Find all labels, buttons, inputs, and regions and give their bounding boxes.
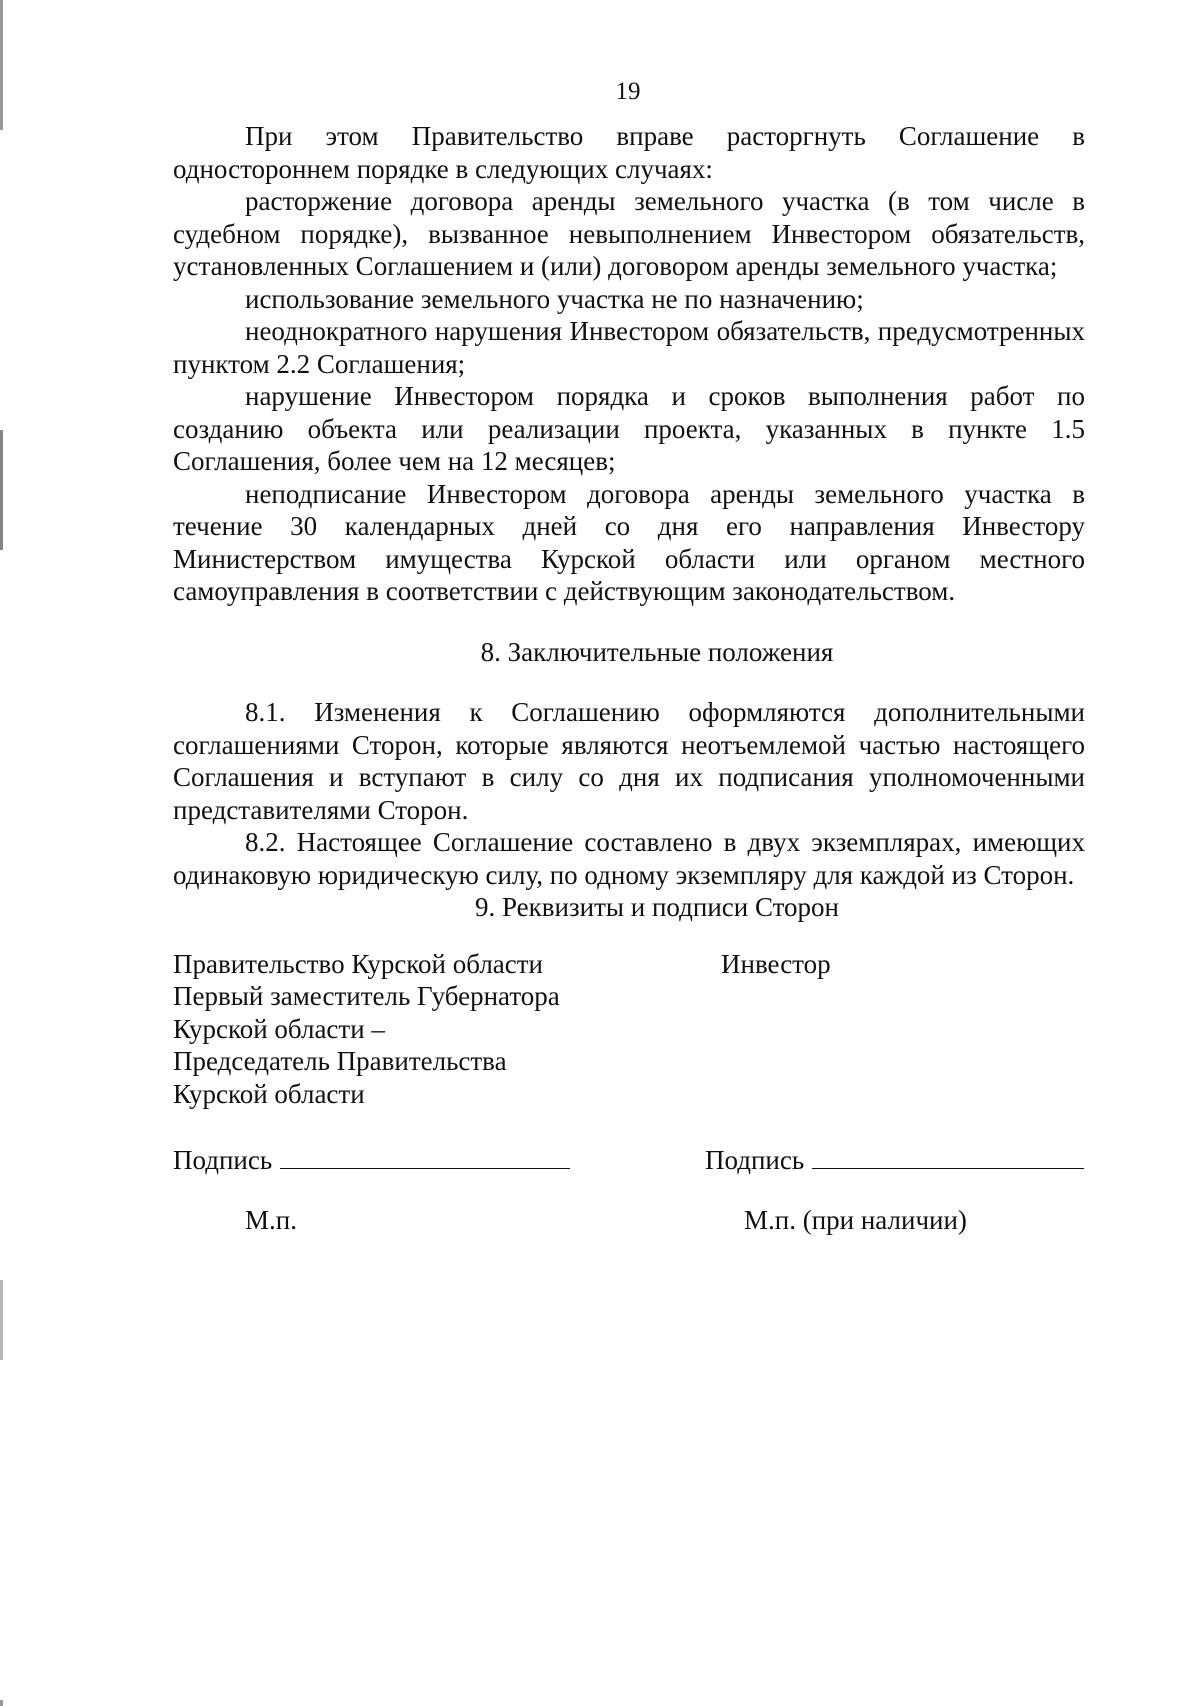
government-signature <box>173 1144 570 1177</box>
party-line: Первый заместитель Губернатора <box>173 981 560 1011</box>
investor-signature <box>705 1144 1084 1177</box>
signature-line <box>812 1144 1084 1169</box>
section-heading-final-provisions: 8. Заключительные положения <box>480 636 834 667</box>
page-number: 19 <box>615 78 641 105</box>
paragraph: 8.2. Настоящее Соглашение составлено в двух экземплярах, имеющих одинаковую юридическую силу, по одному экземпляру для каждой из Сторон. <box>173 827 1085 890</box>
paragraph: расторжение договора аренды земельного участка (в том числе в судебном порядке), вызванное невыполнением Инвестором обязательств, установленных Соглашением и (или) договором аренды земельного участка; <box>173 186 1085 281</box>
paragraph: неподписание Инвестором договора аренды земельного участка в течение 30 календарных дней со дня его направления Инвестору Министерством имущества Курской области или органом местного самоуправления в соответствии с действующим законодательством. <box>173 478 1085 606</box>
signature-label: Подпись <box>173 1144 273 1175</box>
paragraph: использование земельного участка не по назначению; <box>245 283 864 314</box>
signature-label: Подпись <box>705 1144 805 1175</box>
signature-block <box>173 948 1085 1278</box>
scan-artifact <box>0 430 3 550</box>
paragraph: нарушение Инвестором порядка и сроков выполнения работ по созданию объекта или реализации проекта, указанных в пункте 1.5 Соглашения, более чем на 12 месяцев; <box>173 381 1085 476</box>
scan-artifact <box>0 1700 3 1706</box>
government-stamp-place: М.п. <box>245 1204 297 1235</box>
scan-artifact <box>0 1280 3 1360</box>
party-line: Правительство Курской области <box>173 948 544 979</box>
signature-line <box>280 1144 570 1169</box>
scan-artifact <box>0 0 3 130</box>
section-heading-requisites: 9. Реквизиты и подписи Сторон <box>475 892 839 922</box>
paragraph: 8.1. Изменения к Соглашению оформляются дополнительными соглашениями Сторон, которые являются неотъемлемой частью настоящего Соглашения и вступают в силу со дня их подписания уполномоченными представителями Сторон. <box>173 697 1085 825</box>
investor-party: Инвестор <box>721 948 831 979</box>
paragraph: При этом Правительство вправе расторгнуть Соглашение в одностороннем порядке в следующих случаях: <box>173 121 1085 184</box>
investor-stamp-place: М.п. (при наличии) <box>744 1204 967 1235</box>
document-body <box>173 120 1085 1278</box>
party-line: Курской области <box>173 1078 365 1109</box>
government-party <box>173 948 643 1111</box>
party-line: Курской области – <box>173 1013 385 1044</box>
paragraph: неоднократного нарушения Инвестором обязательств, предусмотренных пунктом 2.2 Соглашения; <box>173 316 1085 379</box>
party-line: Председатель Правительства <box>173 1046 507 1076</box>
